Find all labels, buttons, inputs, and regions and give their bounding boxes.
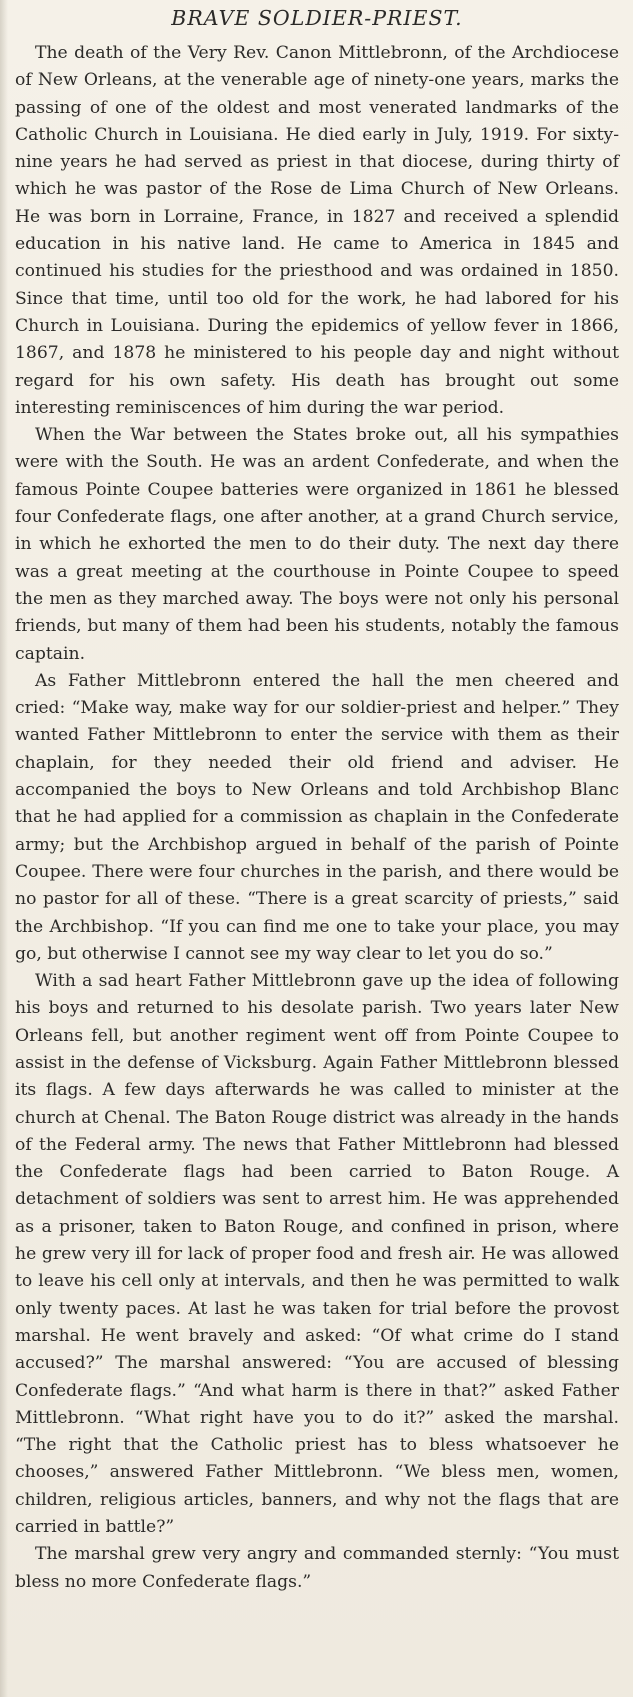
paragraph-5: The marshal grew very angry and commanded sternly: “You must bless no more Confederate flags.”	[15, 1544, 619, 1592]
paragraph-2: When the War between the States broke out, all his sympathies were with the South. He was an ardent Confederate, and when the famous Pointe Coupee batteries were organized in 1861 he blessed four Confederate flags, one after another, at a grand Church service, in which he exhorted the men to do their duty. The next day there was a great meeting at the courthouse in Pointe Coupee to speed the men as they marched away. The boys were not only his personal friends, but many of them had been his students, notably the famous captain.	[15, 425, 619, 664]
paragraph-1: The death of the Very Rev. Canon Mittlebronn, of the Archdiocese of New Orleans, at the venerable age of ninety-one years, marks the passing of one of the oldest and most venerated landmarks of the Catholic Church in Louisiana. He died early in July, 1919. For sixty-nine years he had served as priest in that diocese, during thirty of which he was pastor of the Rose de Lima Church of New Orleans. He was born in Lorraine, France, in 1827 and received a splendid education in his native land. He came to America in 1845 and continued his studies for the priesthood and was ordained in 1850. Since that time, until too old for the work, he had labored for his Church in Louisiana. During the epidemics of yellow fever in 1866, 1867, and 1878 he ministered to his people day and night without regard for his own safety. His death has brought out some interesting reminiscences of him during the war period.	[15, 43, 619, 418]
paragraph-3: As Father Mittlebronn entered the hall the men cheered and cried: “Make way, make way for our soldier-priest and helper.” They wanted Father Mittlebronn to enter the service with them as their chaplain, for they needed their old friend and adviser. He accompanied the boys to New Orleans and told Archbishop Blanc that he had applied for a commission as chaplain in the Confederate army; but the Archbishop argued in behalf of the parish of Pointe Coupee. There were four churches in the parish, and there would be no pastor for all of these. “There is a great scarcity of priests,” said the Archbishop. “If you can find me one to take your place, you may go, but otherwise I cannot see my way clear to let you do so.”	[15, 670, 619, 964]
page-edge-shadow	[0, 0, 8, 1697]
article-title: BRAVE SOLDIER-PRIEST.	[171, 6, 463, 30]
paragraph-4: With a sad heart Father Mittlebronn gave up the idea of following his boys and returned to his desolate parish. Two years later New Orleans fell, but another regiment went off from Pointe Coupee to assist in the defense of Vicksburg. Again Father Mittlebronn blessed its flags. A few days afterwards he was called to minister at the church at Chenal. The Baton Rouge district was already in the hands of the Federal army. The news that Father Mittlebronn had blessed the Confederate flags had been carried to Baton Rouge. A detachment of soldiers was sent to arrest him. He was apprehended as a prisoner, taken to Baton Rouge, and confined in prison, where he grew very ill for lack of proper food and fresh air. He was allowed to leave his cell only at intervals, and then he was permitted to walk only twenty paces. At last he was taken for trial before the provost marshal. He went bravely and asked: “Of what crime do I stand accused?” The marshal answered: “You are accused of blessing Confederate flags.” “And what harm is there in that?” asked Father Mittlebronn. “What right have you to do it?” asked the marshal. “The right that the Catholic priest has to bless whatsoever he chooses,” answered Father Mittlebronn. “We bless men, women, children, religious articles, banners, and why not the flags that are carried in battle?”	[15, 971, 619, 1538]
